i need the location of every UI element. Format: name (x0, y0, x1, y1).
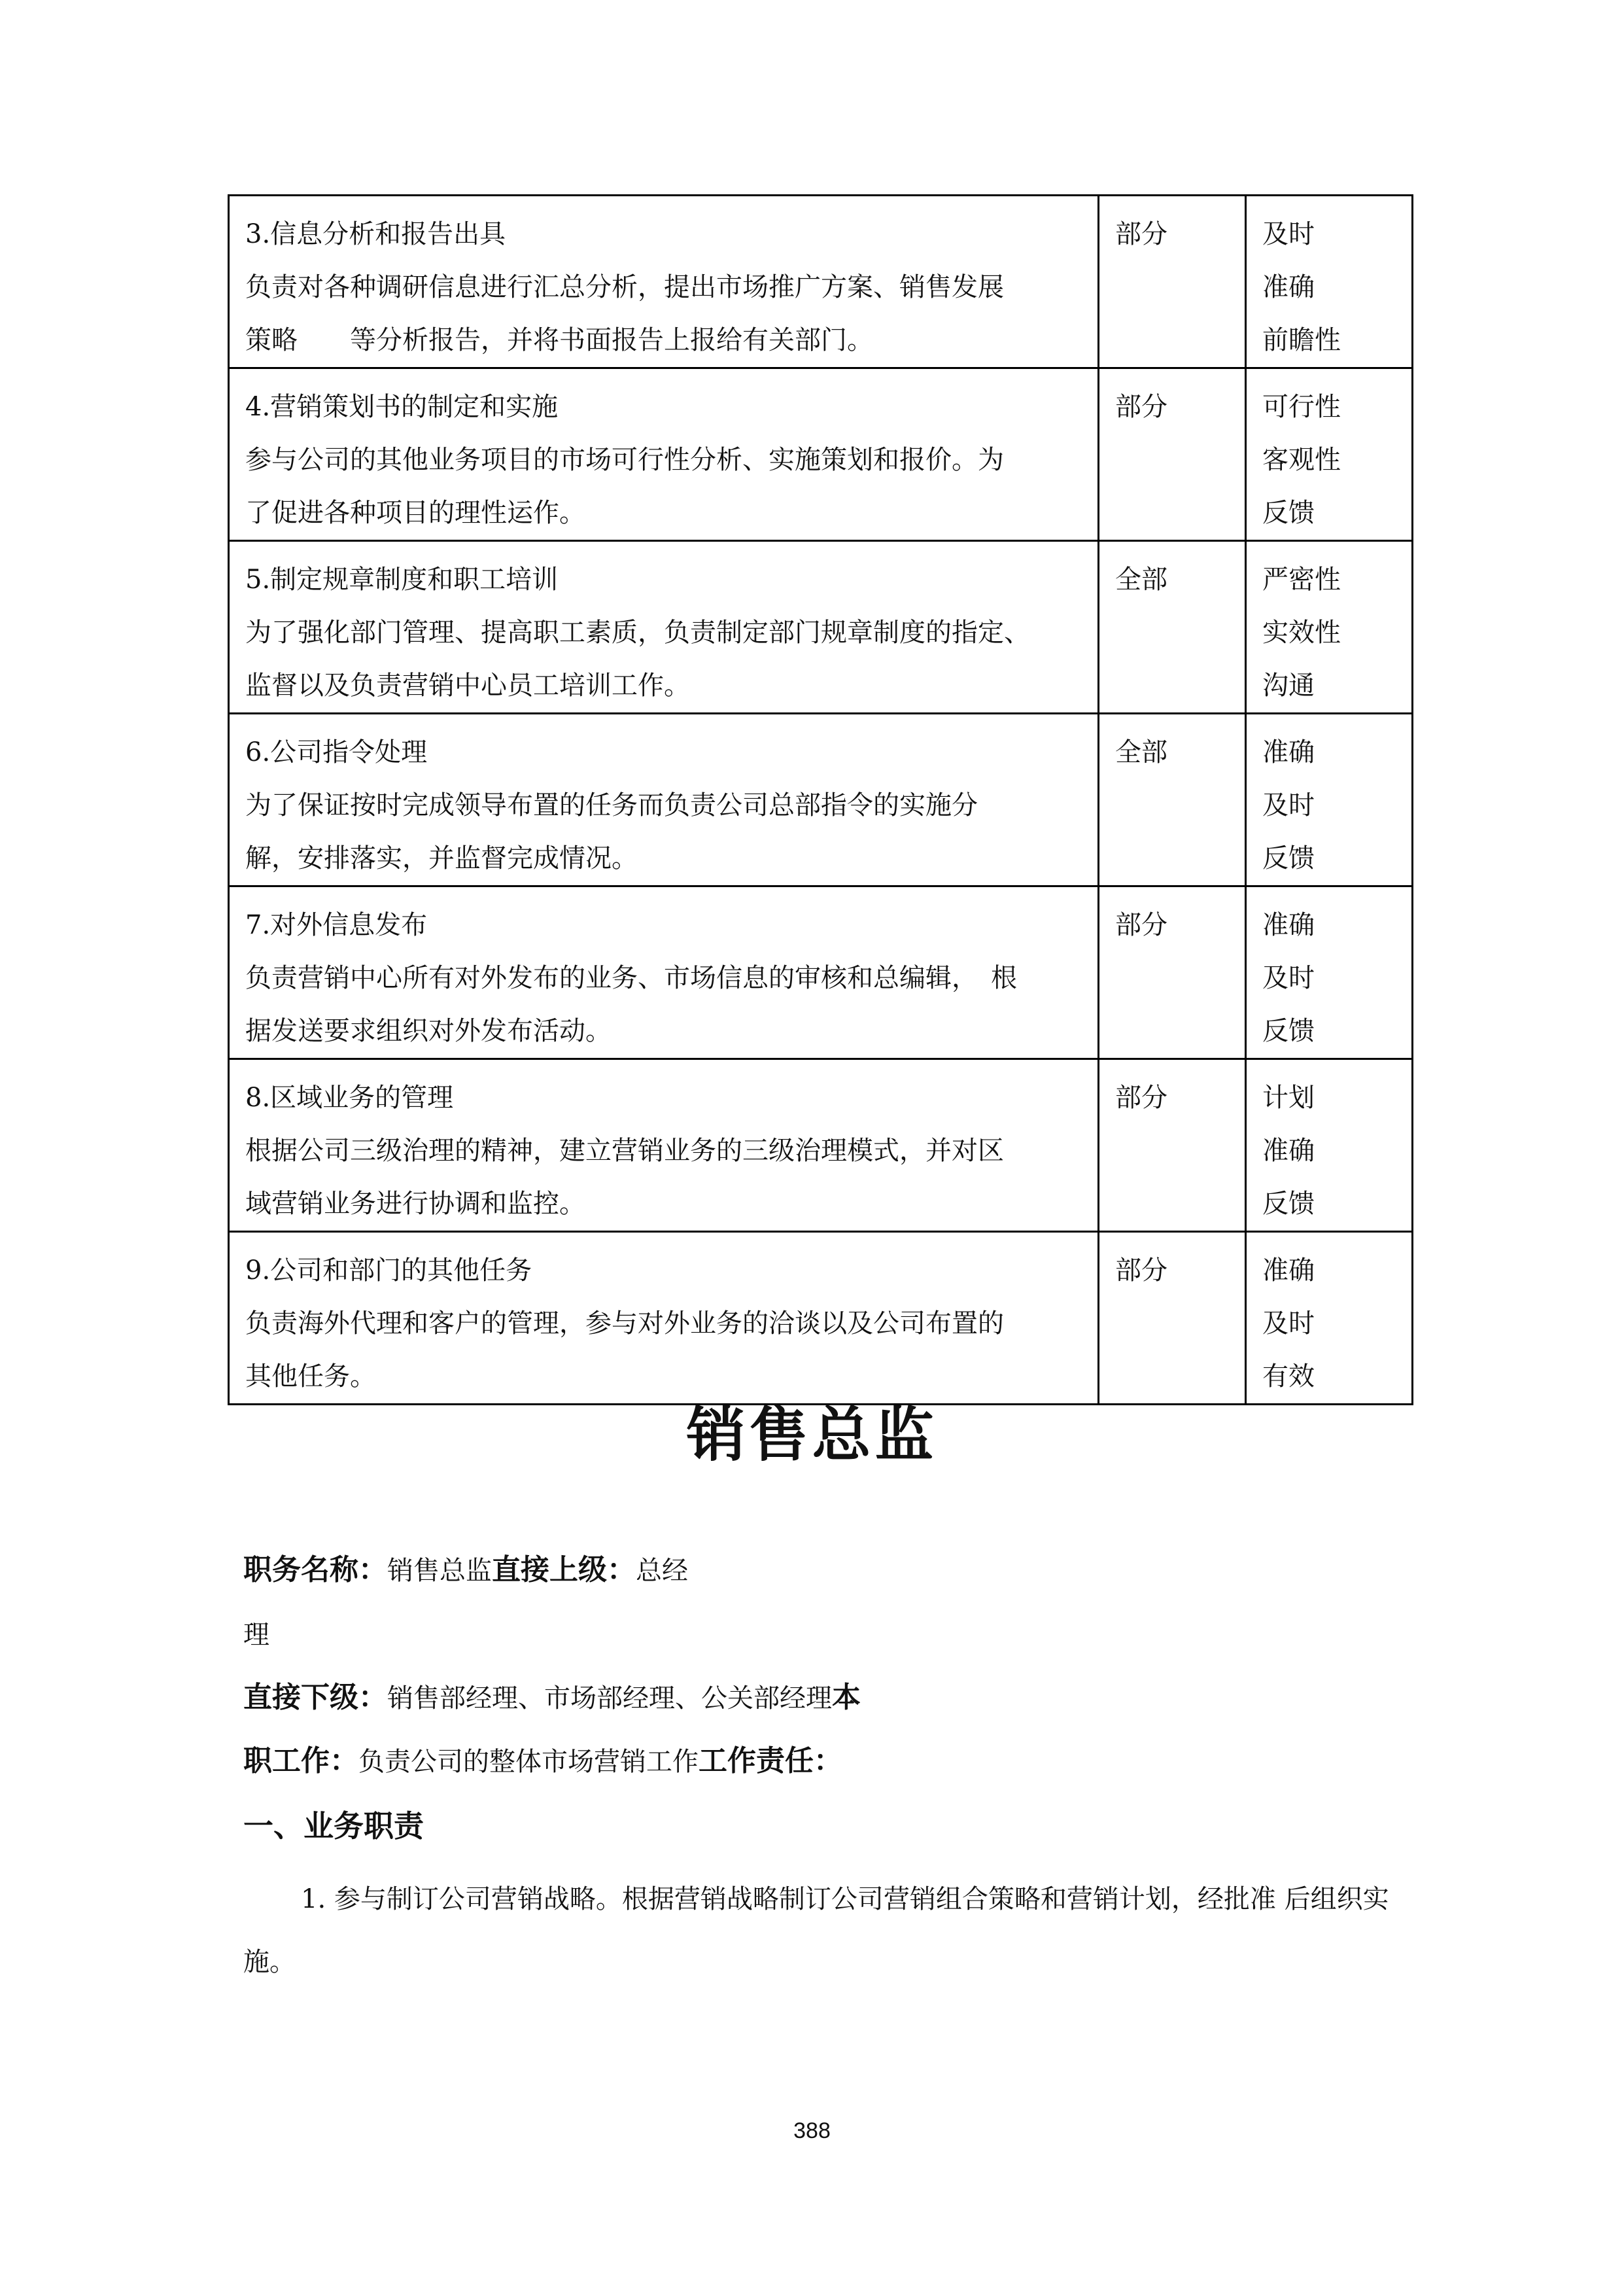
superior-label: 直接上级： (492, 1553, 636, 1586)
criteria-item: 准确 (1262, 1255, 1315, 1286)
criteria-item: 及时 (1262, 790, 1315, 820)
duty-description-line: 为了保证按时完成领导布置的任务而负责公司总部指令的实施分 (245, 790, 978, 820)
criteria-cell (1246, 1059, 1413, 1232)
criteria-item: 及时 (1262, 1308, 1315, 1339)
scope-value: 部分 (1115, 392, 1167, 422)
table-row (229, 368, 1413, 541)
criteria-cell (1246, 886, 1413, 1059)
section-heading: 一、业务职责 (243, 1808, 424, 1844)
subordinate-label: 直接下级： (243, 1681, 387, 1714)
duty-heading: 4.营销策划书的制定和实施 (245, 392, 559, 422)
page-number: 388 (793, 2118, 831, 2143)
duty-heading: 8.区域业务的管理 (245, 1083, 454, 1113)
table-row (229, 196, 1413, 368)
scope-cell (1099, 1232, 1246, 1405)
table-row (229, 714, 1413, 886)
duty-description-line: 其他任务。 (245, 1361, 376, 1392)
position-line (243, 1546, 688, 1588)
work-line (243, 1737, 842, 1779)
duty-description-cell (229, 1232, 1099, 1405)
criteria-item: 反馈 (1262, 1016, 1315, 1046)
duty-description-line: 参与公司的其他业务项目的市场可行性分析、实施策划和报价。为 (245, 445, 1004, 475)
criteria-item: 计划 (1262, 1083, 1315, 1113)
criteria-item: 准确 (1262, 272, 1315, 302)
position-label: 职务名称： (243, 1553, 387, 1586)
scope-value: 部分 (1115, 1083, 1167, 1113)
table-row (229, 1232, 1413, 1405)
criteria-item: 客观性 (1262, 445, 1341, 475)
duty-heading: 3.信息分析和报告出具 (245, 219, 506, 249)
criteria-item: 反馈 (1262, 1189, 1315, 1219)
criteria-cell (1246, 541, 1413, 714)
duty-heading: 5.制定规章制度和职工培训 (245, 565, 559, 595)
responsibility-label: 工作责任： (699, 1744, 842, 1778)
duty-heading: 7.对外信息发布 (245, 910, 428, 940)
scope-value: 部分 (1115, 910, 1167, 940)
criteria-item: 前瞻性 (1262, 325, 1341, 355)
duty-description-line: 了促进各种项目的理性运作。 (245, 498, 585, 528)
work-label: 职工作： (243, 1744, 358, 1778)
duty-description-line: 据发送要求组织对外发布活动。 (245, 1016, 612, 1046)
work-value: 负责公司的整体市场营销工作 (358, 1747, 699, 1777)
duty-item-1 (243, 1868, 1414, 1993)
scope-value: 部分 (1115, 1255, 1167, 1286)
scope-value: 全部 (1115, 565, 1167, 595)
duty-description-line: 负责营销中心所有对外发布的业务、市场信息的审核和总编辑， 根 (245, 963, 1017, 993)
table-row (229, 1059, 1413, 1232)
superior-value: 总经 (636, 1556, 688, 1586)
duty-description-line: 根据公司三级治理的精神，建立营销业务的三级治理模式，并对区 (245, 1136, 1004, 1166)
duty-description-cell (229, 714, 1099, 886)
scope-cell (1099, 541, 1246, 714)
duty-table-body (229, 196, 1413, 1405)
duty-item-1-text: 1. 参与制订公司营销战略。根据营销战略制订公司营销组合策略和营销计划，经批准 后组织实施。 (243, 1884, 1389, 1977)
duty-description-line: 负责对各种调研信息进行汇总分析，提出市场推广方案、销售发展 (245, 272, 1004, 302)
criteria-item: 准确 (1262, 737, 1315, 767)
criteria-cell (1246, 368, 1413, 541)
criteria-cell (1246, 714, 1413, 886)
position-value: 销售总监 (387, 1556, 492, 1586)
criteria-item: 可行性 (1262, 392, 1341, 422)
duty-description-line: 策略 等分析报告，并将书面报告上报给有关部门。 (245, 325, 873, 355)
scope-value: 全部 (1115, 737, 1167, 767)
criteria-cell (1246, 196, 1413, 368)
duty-description-cell (229, 368, 1099, 541)
superior-value-continued: 理 (243, 1620, 269, 1650)
duty-description-line: 域营销业务进行协调和监控。 (245, 1189, 585, 1219)
scope-value: 部分 (1115, 219, 1167, 249)
duty-description-cell (229, 1059, 1099, 1232)
duty-description-cell (229, 541, 1099, 714)
duty-description-line: 解，安排落实，并监督完成情况。 (245, 843, 638, 873)
scope-cell (1099, 714, 1246, 886)
criteria-item: 沟通 (1262, 671, 1315, 701)
table-row (229, 541, 1413, 714)
scope-cell (1099, 368, 1246, 541)
page-title: 销售总监 (686, 1401, 938, 1469)
criteria-item: 有效 (1262, 1361, 1315, 1392)
criteria-item: 及时 (1262, 219, 1315, 249)
scope-cell (1099, 1059, 1246, 1232)
criteria-item: 反馈 (1262, 843, 1315, 873)
duty-heading: 6.公司指令处理 (245, 737, 428, 767)
duty-description-line: 监督以及负责营销中心员工培训工作。 (245, 671, 690, 701)
duty-description-cell (229, 196, 1099, 368)
duty-heading: 9.公司和部门的其他任务 (245, 1255, 532, 1286)
criteria-item: 反馈 (1262, 498, 1315, 528)
scope-cell (1099, 886, 1246, 1059)
criteria-item: 实效性 (1262, 618, 1341, 648)
subordinate-value: 销售部经理、市场部经理、公关部经理 (387, 1683, 832, 1713)
table-row (229, 886, 1413, 1059)
criteria-item: 准确 (1262, 1136, 1315, 1166)
duty-description-line: 负责海外代理和客户的管理，参与对外业务的洽谈以及公司布置的 (245, 1308, 1004, 1339)
criteria-item: 准确 (1262, 910, 1315, 940)
duty-table (228, 194, 1413, 1405)
duty-description-line: 为了强化部门管理、提高职工素质，负责制定部门规章制度的指定、 (245, 618, 1030, 648)
duty-description-cell (229, 886, 1099, 1059)
work-label-start: 本 (832, 1681, 861, 1714)
criteria-item: 及时 (1262, 963, 1315, 993)
criteria-item: 严密性 (1262, 565, 1341, 595)
subordinate-line (243, 1673, 861, 1715)
criteria-cell (1246, 1232, 1413, 1405)
scope-cell (1099, 196, 1246, 368)
